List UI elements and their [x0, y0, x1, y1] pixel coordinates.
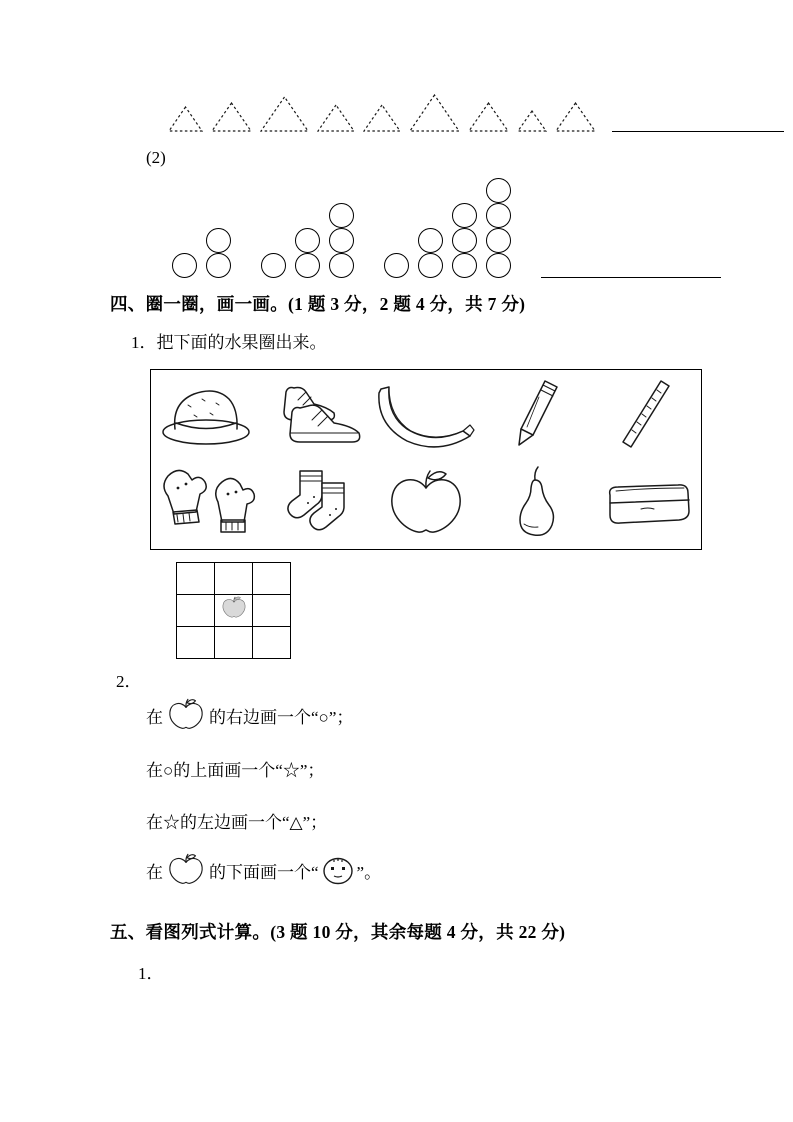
mittens-icon: [154, 462, 258, 546]
grid-cell: [253, 563, 291, 595]
box-item-pencil-case: [591, 460, 701, 550]
q2-instruction-line2: 在○的上面画一个“☆”；: [146, 761, 325, 780]
grid-cell: [253, 595, 291, 627]
dashed-triangle-shape: [363, 104, 401, 132]
circle-shape: [295, 253, 320, 278]
item2-label: (2): [146, 148, 166, 167]
circle-shape: [486, 178, 511, 203]
circle-stack: [452, 203, 477, 278]
grid-cell: [253, 627, 291, 659]
triangle-pattern-row: [168, 94, 784, 132]
dashed-triangle-shape: [468, 102, 509, 132]
q2-instruction-line1: [146, 697, 353, 733]
circle-shape: [418, 253, 443, 278]
line1-post-text: 的右边画一个“○”；: [209, 707, 354, 727]
circle-group: [172, 228, 231, 278]
line4-mid-text: 的下面画一个“: [209, 862, 319, 882]
box-item-stick: [591, 370, 701, 460]
objects-box-row2: [151, 460, 701, 550]
grid-cell: [177, 563, 215, 595]
dashed-triangle-shape: [168, 106, 203, 132]
banana-icon: [373, 379, 479, 451]
circle-shape: [418, 228, 443, 253]
apple-icon: [165, 852, 207, 888]
circle-shape: [329, 228, 354, 253]
pencil-icon: [507, 377, 565, 453]
line4-post-text: ”。: [356, 862, 382, 882]
circle-shape: [452, 253, 477, 278]
smiley-face-icon: [321, 854, 355, 886]
circle-stack: [295, 228, 320, 278]
circle-shape: [452, 203, 477, 228]
circle-shape: [206, 228, 231, 253]
circle-shape: [206, 253, 231, 278]
hat-icon: [158, 379, 254, 451]
circle-shape: [384, 253, 409, 278]
section-four-heading: 四、圈一圈，画一画。(1 题 3 分，2 题 4 分，共 7 分): [110, 294, 526, 314]
circle-answer-blank: [541, 277, 721, 278]
circle-stack: [329, 203, 354, 278]
q2-instruction-line3: 在☆的左边画一个“△”；: [146, 813, 328, 832]
box-item-socks: [261, 460, 371, 550]
box-item-sneakers: [261, 370, 371, 460]
dashed-triangle-shape: [260, 96, 309, 132]
circle-shape: [295, 228, 320, 253]
grid-cell-center: [215, 595, 253, 627]
circle-group: [261, 203, 354, 278]
triangle-answer-blank: [612, 131, 784, 132]
grid-cell: [177, 627, 215, 659]
apple-icon: [382, 466, 470, 542]
socks-icon: [266, 465, 366, 543]
circle-stack: [172, 253, 197, 278]
section-five-q1-label: 1．: [138, 964, 164, 983]
box-item-banana: [371, 370, 481, 460]
circle-shape: [329, 203, 354, 228]
objects-box-row1: [151, 370, 701, 460]
circle-stack: [486, 178, 511, 278]
pear-icon: [504, 464, 568, 544]
apple-icon: [221, 595, 247, 621]
q2-instruction-line4: [146, 852, 381, 888]
circle-shape: [486, 253, 511, 278]
dashed-triangle-shape: [517, 110, 547, 132]
section-four-q2-label: 2．: [116, 672, 142, 691]
grid-cell: [215, 627, 253, 659]
circle-stack: [261, 253, 286, 278]
circle-shape: [329, 253, 354, 278]
box-item-mittens: [151, 460, 261, 550]
apple-icon: [165, 697, 207, 733]
line4-pre-text: 在: [146, 862, 163, 882]
dashed-triangle-shape: [317, 104, 355, 132]
dashed-triangle-shape: [211, 102, 252, 132]
box-item-pear: [481, 460, 591, 550]
box-item-pencil: [481, 370, 591, 460]
circle-shape: [486, 228, 511, 253]
circle-shape: [452, 228, 477, 253]
section-five-heading: 五、看图列式计算。(3 题 10 分，其余每题 4 分，共 22 分): [110, 922, 566, 942]
position-grid: [176, 562, 291, 659]
box-item-apple: [371, 460, 481, 550]
grid-cell: [177, 595, 215, 627]
circle-group: [384, 178, 511, 278]
objects-box: [150, 369, 702, 550]
circle-shape: [261, 253, 286, 278]
dashed-triangle-shape: [555, 102, 596, 132]
circle-shape: [486, 203, 511, 228]
circle-stack: [384, 253, 409, 278]
sneakers-icon: [264, 376, 368, 454]
section-four-q1-label: 1．把下面的水果圈出来。: [131, 333, 327, 352]
stick-icon: [617, 377, 675, 453]
line1-pre-text: 在: [146, 707, 163, 727]
circle-stack: [418, 228, 443, 278]
circle-stack: [206, 228, 231, 278]
circle-shape: [172, 253, 197, 278]
dashed-triangle-shape: [409, 94, 460, 132]
box-item-hat: [151, 370, 261, 460]
circle-pattern-row: [172, 178, 721, 278]
grid-cell: [215, 563, 253, 595]
pencil-case-icon: [596, 475, 696, 533]
